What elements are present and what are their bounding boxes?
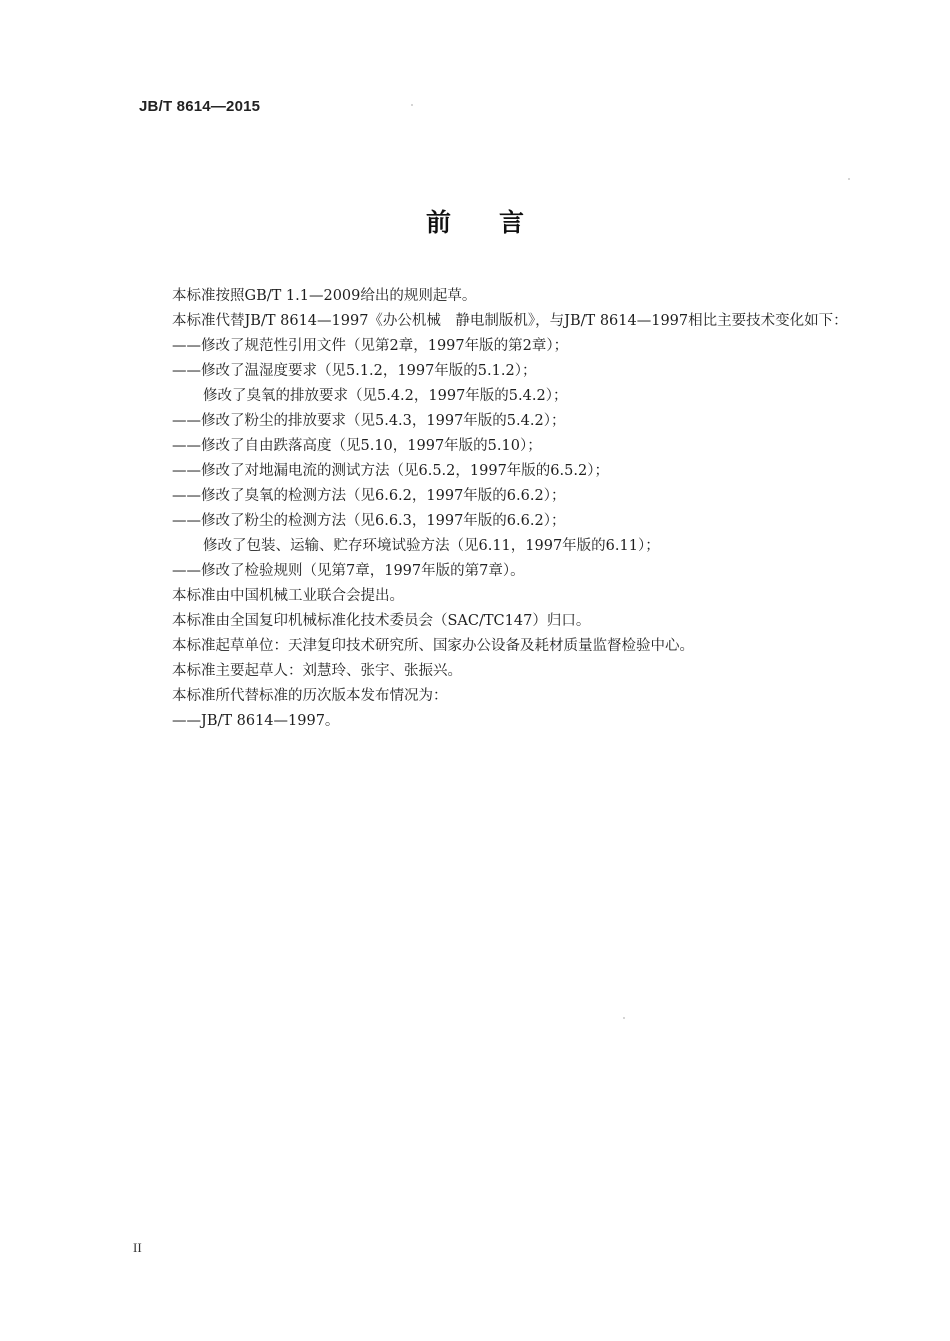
paragraph-history: 本标准所代替标准的历次版本发布情况为： [172,688,448,704]
change-item: 修改了包装、运输、贮存环境试验方法（见6.11，1997年版的6.11）； [203,538,660,554]
page-title [0,203,950,239]
page-number: II [133,1240,142,1255]
change-item: ——修改了自由跌落高度（见5.10，1997年版的5.10）； [172,438,542,454]
paragraph-administered-by: 本标准由全国复印机械标准化技术委员会（SAC/TC147）归口。 [172,613,591,629]
title-char-1: 前 [425,208,451,237]
change-item: ——修改了检验规则（见第7章，1997年版的第7章）。 [172,563,525,579]
change-item: 修改了臭氧的排放要求（见5.4.2，1997年版的5.4.2）； [203,388,568,404]
scan-speck [848,178,850,180]
scan-speck [623,1017,625,1019]
paragraph-drafters: 本标准主要起草人：刘慧玲、张宇、张振兴。 [172,663,462,679]
change-item: ——修改了粉尘的排放要求（见5.4.3，1997年版的5.4.2）； [172,413,566,429]
change-item: ——修改了粉尘的检测方法（见6.6.3，1997年版的6.6.2）； [172,513,566,529]
history-item: ——JB/T 8614—1997。 [172,713,340,729]
paragraph-drafting-units: 本标准起草单位：天津复印技术研究所、国家办公设备及耗材质量监督检验中心。 [172,638,694,654]
change-item: ——修改了对地漏电流的测试方法（见6.5.2，1997年版的6.5.2）； [172,463,609,479]
change-item: ——修改了臭氧的检测方法（见6.6.2，1997年版的6.6.2）； [172,488,566,504]
change-item: ——修改了温湿度要求（见5.1.2，1997年版的5.1.2）； [172,363,537,379]
paragraph-drafting-rules: 本标准按照GB/T 1.1—2009给出的规则起草。 [172,288,477,304]
title-char-2: 言 [499,208,525,237]
change-item: ——修改了规范性引用文件（见第2章，1997年版的第2章）； [172,338,569,354]
scan-speck [411,104,413,106]
document-code: JB/T 8614—2015 [139,98,261,115]
paragraph-proposed-by: 本标准由中国机械工业联合会提出。 [172,588,404,604]
paragraph-replaces: 本标准代替JB/T 8614—1997《办公机械 静电制版机》，与JB/T 8614—1997相比主要技术变化如下： [172,313,848,329]
